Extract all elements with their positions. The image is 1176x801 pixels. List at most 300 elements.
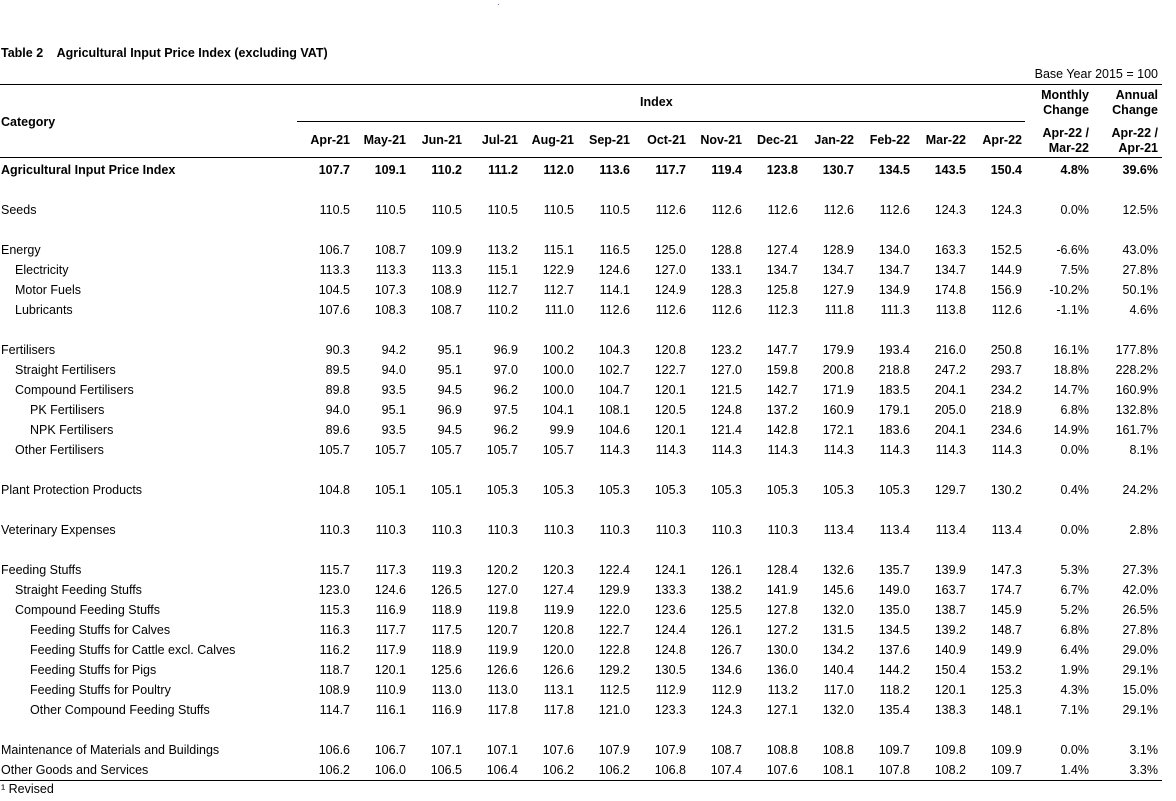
annual-period-line1: Apr-22 / — [1111, 126, 1158, 140]
annual-change-line2: Change — [1112, 103, 1158, 117]
index-value-cell: 234.6 — [990, 423, 1022, 437]
monthly-change-cell: 6.8% — [1060, 623, 1089, 637]
index-value-cell: 147.3 — [990, 563, 1022, 577]
index-value-cell: 121.4 — [710, 423, 742, 437]
index-value-cell: 109.9 — [990, 743, 1022, 757]
annual-change-cell: 2.8% — [1129, 523, 1158, 537]
index-value-cell: 110.3 — [319, 523, 350, 537]
index-value-cell: 99.9 — [549, 423, 574, 437]
index-value-cell: 94.5 — [437, 423, 462, 437]
index-value-cell: 120.2 — [486, 563, 518, 577]
table-row — [0, 620, 1162, 640]
table-row — [0, 520, 1162, 540]
table-row — [0, 260, 1162, 280]
index-value-cell: 122.8 — [598, 643, 630, 657]
index-value-cell: 110.3 — [599, 523, 630, 537]
table-row — [0, 760, 1162, 780]
index-value-cell: 160.9 — [822, 403, 854, 417]
index-value-cell: 109.8 — [934, 743, 966, 757]
index-value-cell: 122.9 — [542, 263, 574, 277]
index-value-cell: 107.8 — [878, 763, 910, 777]
index-value-cell: 107.9 — [598, 743, 630, 757]
table-row — [0, 640, 1162, 660]
index-value-cell: 108.9 — [318, 683, 350, 697]
annual-change-cell: 8.1% — [1129, 443, 1158, 457]
index-value-cell: 113.3 — [375, 263, 406, 277]
index-value-cell: 105.3 — [822, 483, 854, 497]
index-value-cell: 105.7 — [374, 443, 406, 457]
index-value-cell: 152.5 — [990, 243, 1022, 257]
base-year-note: Base Year 2015 = 100 — [1034, 67, 1158, 81]
row-label: Motor Fuels — [15, 283, 81, 297]
index-value-cell: 112.6 — [655, 303, 686, 317]
index-value-cell: 126.1 — [710, 623, 742, 637]
annual-change-cell: 160.9% — [1115, 383, 1158, 397]
index-value-cell: 94.0 — [325, 403, 350, 417]
index-value-cell: 179.1 — [878, 403, 910, 417]
index-value-cell: 125.5 — [710, 603, 742, 617]
annual-change-cell: 29.0% — [1122, 643, 1158, 657]
index-value-cell: 122.4 — [598, 563, 630, 577]
index-value-cell: 118.9 — [431, 603, 462, 617]
annual-change-cell: 12.5% — [1122, 203, 1158, 217]
index-value-cell: 105.3 — [542, 483, 574, 497]
month-header: Feb-22 — [869, 133, 910, 147]
row-label: Maintenance of Materials and Buildings — [1, 743, 220, 757]
index-value-cell: 117.8 — [543, 703, 574, 717]
index-value-cell: 122.7 — [598, 623, 630, 637]
index-value-cell: 128.4 — [766, 563, 798, 577]
index-value-cell: 138.3 — [934, 703, 966, 717]
index-value-cell: 132.0 — [822, 603, 854, 617]
monthly-change-cell: 14.7% — [1053, 383, 1089, 397]
index-value-cell: 105.3 — [654, 483, 686, 497]
index-value-cell: 150.4 — [990, 163, 1022, 177]
index-value-cell: 142.8 — [766, 423, 798, 437]
index-value-cell: 163.3 — [934, 243, 966, 257]
index-value-cell: 113.2 — [767, 683, 798, 697]
index-value-cell: 110.3 — [431, 523, 462, 537]
monthly-change-cell: -6.6% — [1056, 243, 1089, 257]
index-value-cell: 104.5 — [318, 283, 350, 297]
monthly-change-cell: 6.7% — [1060, 583, 1089, 597]
index-value-cell: 172.1 — [822, 423, 854, 437]
index-value-cell: 145.6 — [822, 583, 854, 597]
index-value-cell: 95.1 — [437, 343, 462, 357]
index-value-cell: 113.3 — [431, 263, 462, 277]
month-header: Apr-22 — [982, 133, 1022, 147]
index-value-cell: 134.0 — [878, 243, 910, 257]
index-value-cell: 102.7 — [598, 363, 630, 377]
index-value-cell: 107.6 — [766, 763, 798, 777]
index-value-cell: 124.6 — [374, 583, 406, 597]
index-value-cell: 127.9 — [822, 283, 854, 297]
index-value-cell: 110.5 — [319, 203, 350, 217]
index-value-cell: 126.6 — [486, 663, 518, 677]
index-value-cell: 110.3 — [655, 523, 686, 537]
index-value-cell: 105.7 — [430, 443, 462, 457]
index-value-cell: 110.3 — [375, 523, 406, 537]
annual-period-line2: Apr-21 — [1118, 141, 1158, 155]
index-value-cell: 112.6 — [711, 303, 742, 317]
index-value-cell: 120.1 — [374, 663, 406, 677]
index-value-cell: 114.7 — [319, 703, 350, 717]
table-row — [0, 160, 1162, 180]
table-row — [0, 240, 1162, 260]
monthly-change-cell: 0.0% — [1060, 743, 1089, 757]
index-value-cell: 112.6 — [991, 303, 1022, 317]
index-value-cell: 129.9 — [598, 583, 630, 597]
index-value-cell: 116.5 — [599, 243, 630, 257]
index-value-cell: 106.4 — [486, 763, 518, 777]
table-row — [0, 200, 1162, 220]
index-value-cell: 100.0 — [542, 383, 574, 397]
index-value-cell: 106.2 — [598, 763, 630, 777]
table-row — [0, 660, 1162, 680]
index-value-cell: 293.7 — [990, 363, 1022, 377]
top-rule — [0, 84, 1162, 85]
annual-change-cell: 39.6% — [1122, 163, 1158, 177]
index-value-cell: 108.3 — [374, 303, 406, 317]
index-value-cell: 126.1 — [710, 563, 742, 577]
index-value-cell: 112.6 — [655, 203, 686, 217]
month-header: Dec-21 — [757, 133, 798, 147]
monthly-change-cell: 1.9% — [1060, 663, 1089, 677]
index-value-cell: 111.2 — [488, 163, 518, 177]
row-label: Feeding Stuffs — [1, 563, 82, 577]
month-header: Nov-21 — [700, 133, 742, 147]
index-value-cell: 134.7 — [878, 263, 910, 277]
annual-change-cell: 50.1% — [1122, 283, 1158, 297]
index-value-cell: 140.9 — [934, 643, 966, 657]
month-header: Sep-21 — [589, 133, 630, 147]
index-value-cell: 122.7 — [654, 363, 686, 377]
annual-change-cell: 228.2% — [1115, 363, 1158, 377]
index-value-cell: 106.6 — [318, 743, 350, 757]
index-value-cell: 138.7 — [934, 603, 966, 617]
index-value-cell: 134.7 — [766, 263, 798, 277]
monthly-change-cell: 0.0% — [1060, 203, 1089, 217]
index-value-cell: 90.3 — [325, 343, 350, 357]
row-label: Energy — [1, 243, 41, 257]
index-value-cell: 104.6 — [598, 423, 630, 437]
index-value-cell: 107.4 — [710, 763, 742, 777]
index-value-cell: 120.3 — [542, 563, 574, 577]
index-value-cell: 216.0 — [934, 343, 966, 357]
index-value-cell: 120.1 — [934, 683, 966, 697]
index-value-cell: 113.6 — [599, 163, 630, 177]
index-value-cell: 110.2 — [487, 303, 518, 317]
index-value-cell: 115.1 — [487, 263, 518, 277]
index-value-cell: 149.0 — [878, 583, 910, 597]
annual-change-cell: 4.6% — [1129, 303, 1158, 317]
index-value-cell: 104.7 — [598, 383, 630, 397]
index-value-cell: 116.9 — [375, 603, 406, 617]
index-value-cell: 105.7 — [486, 443, 518, 457]
index-value-cell: 97.5 — [493, 403, 518, 417]
monthly-change-cell: 5.3% — [1060, 563, 1089, 577]
annual-change-cell: 15.0% — [1122, 683, 1158, 697]
index-value-cell: 183.5 — [878, 383, 910, 397]
index-value-cell: 135.7 — [878, 563, 910, 577]
index-value-cell: 96.9 — [437, 403, 462, 417]
annual-change-cell: 3.1% — [1129, 743, 1158, 757]
index-value-cell: 130.2 — [990, 483, 1022, 497]
index-value-cell: 125.8 — [766, 283, 798, 297]
index-value-cell: 112.7 — [487, 283, 518, 297]
monthly-change-cell: 6.4% — [1060, 643, 1089, 657]
monthly-change-cell: 0.4% — [1060, 483, 1089, 497]
index-value-cell: 123.3 — [654, 703, 686, 717]
index-value-cell: 145.9 — [990, 603, 1022, 617]
index-value-cell: 131.5 — [822, 623, 854, 637]
index-value-cell: 112.9 — [655, 683, 686, 697]
index-value-cell: 107.6 — [542, 743, 574, 757]
index-value-cell: 104.8 — [318, 483, 350, 497]
index-value-cell: 135.0 — [878, 603, 910, 617]
index-value-cell: 148.7 — [990, 623, 1022, 637]
index-value-cell: 114.3 — [879, 443, 910, 457]
table-row — [0, 340, 1162, 360]
index-value-cell: 104.3 — [598, 343, 630, 357]
index-value-cell: 107.3 — [374, 283, 406, 297]
table-row — [0, 380, 1162, 400]
row-label: Lubricants — [15, 303, 73, 317]
index-value-cell: 148.1 — [990, 703, 1022, 717]
index-value-cell: 105.3 — [710, 483, 742, 497]
index-value-cell: 108.7 — [710, 743, 742, 757]
index-value-cell: 110.5 — [487, 203, 518, 217]
index-value-cell: 111.3 — [880, 303, 910, 317]
table-row — [0, 600, 1162, 620]
index-value-cell: 116.9 — [431, 703, 462, 717]
annual-change-cell: 161.7% — [1115, 423, 1158, 437]
index-value-cell: 108.7 — [374, 243, 406, 257]
annual-change-cell: 3.3% — [1129, 763, 1158, 777]
row-label: Straight Fertilisers — [15, 363, 116, 377]
index-value-cell: 117.7 — [375, 623, 406, 637]
index-value-cell: 119.8 — [487, 603, 518, 617]
index-value-cell: 132.0 — [822, 703, 854, 717]
index-value-cell: 110.3 — [543, 523, 574, 537]
index-value-cell: 134.5 — [878, 163, 910, 177]
index-value-cell: 134.6 — [710, 663, 742, 677]
index-value-cell: 234.2 — [990, 383, 1022, 397]
index-value-cell: 136.0 — [766, 663, 798, 677]
index-value-cell: 124.1 — [654, 563, 686, 577]
index-value-cell: 96.9 — [493, 343, 518, 357]
index-value-cell: 128.9 — [822, 243, 854, 257]
index-value-cell: 120.7 — [486, 623, 518, 637]
index-value-cell: 96.2 — [493, 383, 518, 397]
index-value-cell: 109.9 — [430, 243, 462, 257]
index-value-cell: 107.1 — [430, 743, 462, 757]
annual-change-cell: 132.8% — [1115, 403, 1158, 417]
table-row — [0, 300, 1162, 320]
index-value-cell: 114.1 — [599, 283, 630, 297]
index-value-cell: 122.0 — [598, 603, 630, 617]
index-value-cell: 118.2 — [879, 683, 910, 697]
index-value-cell: 105.1 — [374, 483, 406, 497]
index-value-cell: 106.5 — [430, 763, 462, 777]
index-value-cell: 247.2 — [934, 363, 966, 377]
index-value-cell: 139.9 — [934, 563, 966, 577]
table-row — [0, 360, 1162, 380]
index-value-cell: 93.5 — [381, 423, 406, 437]
index-value-cell: 130.0 — [766, 643, 798, 657]
table-row — [0, 560, 1162, 580]
index-value-cell: 130.7 — [822, 163, 854, 177]
index-value-cell: 113.4 — [991, 523, 1022, 537]
row-label: Other Fertilisers — [15, 443, 104, 457]
index-value-cell: 120.8 — [654, 343, 686, 357]
table-row — [0, 440, 1162, 460]
index-value-cell: 109.7 — [878, 743, 910, 757]
index-value-cell: 113.8 — [935, 303, 966, 317]
index-value-cell: 204.1 — [934, 383, 966, 397]
monthly-change-cell: 5.2% — [1060, 603, 1089, 617]
row-label: NPK Fertilisers — [30, 423, 114, 437]
index-value-cell: 114.3 — [935, 443, 966, 457]
index-group-header: Index — [640, 95, 673, 109]
index-value-cell: 107.9 — [654, 743, 686, 757]
index-value-cell: 218.8 — [878, 363, 910, 377]
index-value-cell: 114.3 — [991, 443, 1022, 457]
monthly-change-cell: 6.8% — [1060, 403, 1089, 417]
annual-change-cell: 43.0% — [1122, 243, 1158, 257]
row-label: Feeding Stuffs for Calves — [30, 623, 171, 637]
index-value-cell: 144.9 — [990, 263, 1022, 277]
index-value-cell: 141.9 — [766, 583, 798, 597]
index-value-cell: 121.0 — [598, 703, 630, 717]
index-value-cell: 105.7 — [318, 443, 350, 457]
index-value-cell: 134.9 — [878, 283, 910, 297]
index-value-cell: 147.7 — [766, 343, 798, 357]
index-value-cell: 132.6 — [822, 563, 854, 577]
monthly-change-cell: 0.0% — [1060, 443, 1089, 457]
index-value-cell: 204.1 — [934, 423, 966, 437]
index-value-cell: 174.7 — [990, 583, 1022, 597]
index-value-cell: 127.0 — [654, 263, 686, 277]
index-value-cell: 109.1 — [374, 163, 406, 177]
index-value-cell: 109.7 — [990, 763, 1022, 777]
index-value-cell: 124.6 — [598, 263, 630, 277]
monthly-change-cell: 14.9% — [1053, 423, 1089, 437]
stray-mark: . — [497, 0, 500, 8]
index-value-cell: 97.0 — [493, 363, 518, 377]
annual-change-cell: 177.8% — [1115, 343, 1158, 357]
row-label: Other Compound Feeding Stuffs — [30, 703, 210, 717]
index-value-cell: 127.8 — [766, 603, 798, 617]
index-value-cell: 193.4 — [878, 343, 910, 357]
row-label: Agricultural Input Price Index — [1, 163, 176, 177]
index-value-cell: 142.7 — [766, 383, 798, 397]
index-value-cell: 119.3 — [431, 563, 462, 577]
index-value-cell: 163.7 — [934, 583, 966, 597]
index-value-cell: 127.4 — [766, 243, 798, 257]
index-value-cell: 127.1 — [766, 703, 798, 717]
index-value-cell: 113.4 — [879, 523, 910, 537]
header-rule — [0, 157, 1162, 158]
index-value-cell: 111.8 — [824, 303, 854, 317]
index-value-cell: 114.3 — [599, 443, 630, 457]
index-value-cell: 159.8 — [766, 363, 798, 377]
row-label: Straight Feeding Stuffs — [15, 583, 142, 597]
index-value-cell: 124.3 — [990, 203, 1022, 217]
index-value-cell: 106.2 — [542, 763, 574, 777]
index-value-cell: 106.7 — [374, 743, 406, 757]
index-value-cell: 138.2 — [710, 583, 742, 597]
index-value-cell: 125.3 — [990, 683, 1022, 697]
index-value-cell: 110.3 — [767, 523, 798, 537]
annual-change-cell: 27.8% — [1122, 623, 1158, 637]
index-value-cell: 112.6 — [879, 203, 910, 217]
row-label: Veterinary Expenses — [1, 523, 116, 537]
index-value-cell: 171.9 — [822, 383, 854, 397]
index-value-cell: 112.6 — [599, 303, 630, 317]
index-value-cell: 110.5 — [543, 203, 574, 217]
index-value-cell: 105.1 — [430, 483, 462, 497]
index-value-cell: 126.6 — [542, 663, 574, 677]
footnote: ¹ Revised — [1, 782, 54, 796]
index-value-cell: 127.0 — [710, 363, 742, 377]
index-value-cell: 134.5 — [878, 623, 910, 637]
index-value-cell: 108.1 — [822, 763, 854, 777]
index-value-cell: 144.2 — [878, 663, 910, 677]
index-value-cell: 95.1 — [437, 363, 462, 377]
index-value-cell: 105.3 — [878, 483, 910, 497]
index-value-cell: 128.8 — [710, 243, 742, 257]
monthly-change-cell: 16.1% — [1053, 343, 1089, 357]
index-value-cell: 134.7 — [934, 263, 966, 277]
monthly-change-cell: 4.3% — [1060, 683, 1089, 697]
index-value-cell: 124.9 — [654, 283, 686, 297]
index-value-cell: 105.3 — [486, 483, 518, 497]
index-value-cell: 113.4 — [935, 523, 966, 537]
index-value-cell: 117.3 — [375, 563, 406, 577]
index-value-cell: 174.8 — [934, 283, 966, 297]
row-label: Compound Feeding Stuffs — [15, 603, 161, 617]
index-value-cell: 115.3 — [319, 603, 350, 617]
index-value-cell: 113.2 — [487, 243, 518, 257]
index-value-cell: 137.6 — [878, 643, 910, 657]
index-value-cell: 128.3 — [710, 283, 742, 297]
index-value-cell: 130.5 — [654, 663, 686, 677]
index-value-cell: 104.1 — [542, 403, 574, 417]
annual-change-cell: 29.1% — [1122, 663, 1158, 677]
index-value-cell: 119.9 — [543, 603, 574, 617]
row-label: Compound Fertilisers — [15, 383, 134, 397]
index-value-cell: 107.6 — [318, 303, 350, 317]
index-value-cell: 106.7 — [318, 243, 350, 257]
index-value-cell: 89.6 — [325, 423, 350, 437]
index-value-cell: 126.7 — [710, 643, 742, 657]
annual-change-line1: Annual — [1115, 88, 1158, 102]
index-value-cell: 113.4 — [823, 523, 854, 537]
month-header: Aug-21 — [531, 133, 574, 147]
row-label: Feeding Stuffs for Cattle excl. Calves — [30, 643, 236, 657]
index-value-cell: 112.0 — [543, 163, 574, 177]
annual-change-cell: 26.5% — [1122, 603, 1158, 617]
index-value-cell: 126.5 — [430, 583, 462, 597]
annual-change-cell: 24.2% — [1122, 483, 1158, 497]
index-value-cell: 105.7 — [542, 443, 574, 457]
index-value-cell: 117.5 — [431, 623, 462, 637]
index-value-cell: 94.2 — [381, 343, 406, 357]
monthly-change-cell: -10.2% — [1049, 283, 1089, 297]
index-value-cell: 95.1 — [381, 403, 406, 417]
annual-change-cell: 29.1% — [1122, 703, 1158, 717]
